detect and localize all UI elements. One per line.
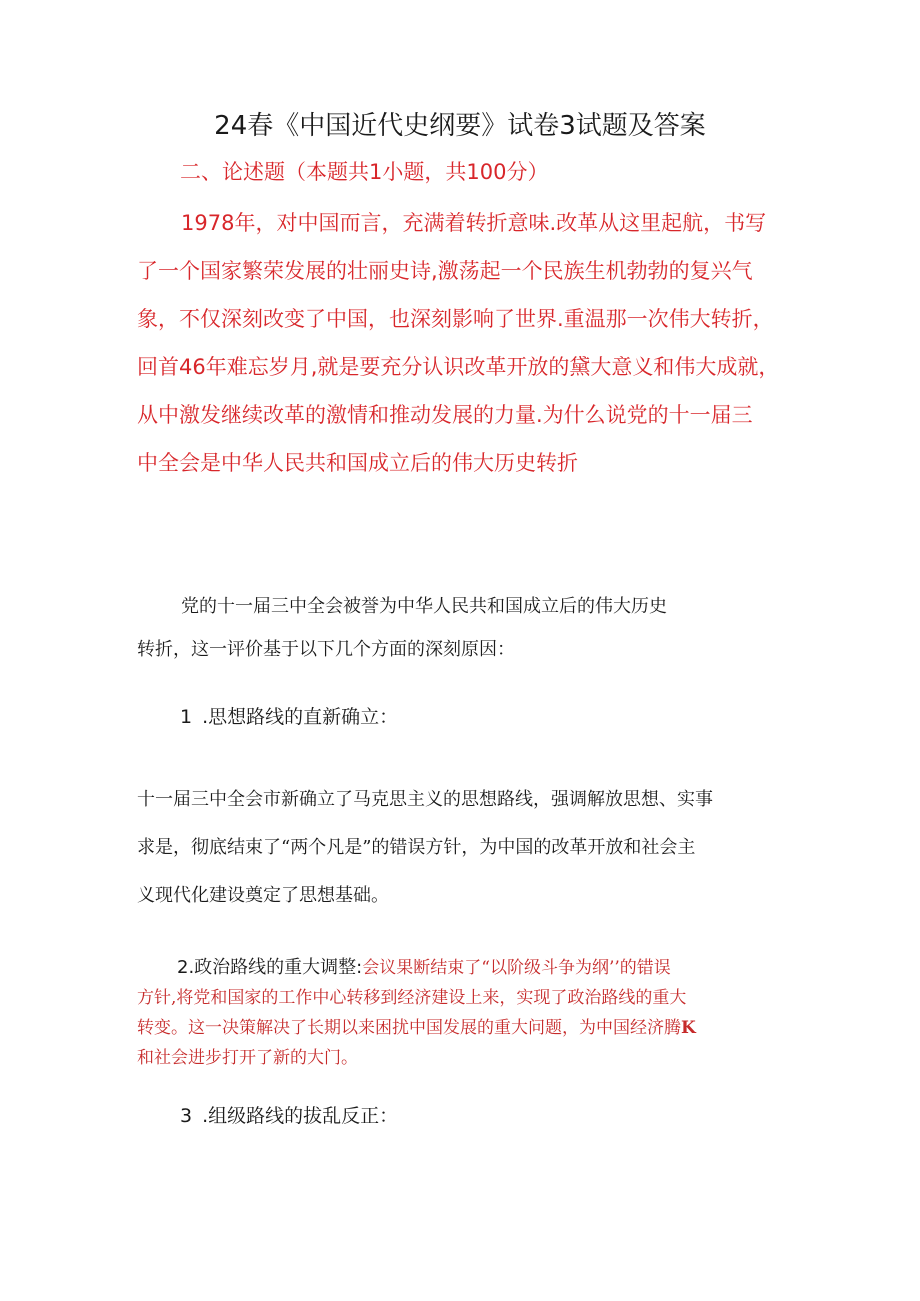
answer-intro xyxy=(137,590,797,676)
item3-heading xyxy=(180,1101,398,1131)
item1-number: 1 xyxy=(180,706,193,728)
paragraph-line: 方针,将党和国家的工作中心转移到经济建设上来，实现了政治路线的重大 xyxy=(137,988,687,1008)
item2-heading: 2.政治路线的重大调整: xyxy=(177,957,363,978)
paragraph-line xyxy=(137,1013,797,1043)
question-line: 象，不仅深刻改变了中国，也深刻影响了世界.重温那一次伟大转折， xyxy=(137,307,774,331)
item2-line3-text: 转变。这一决策解决了长期以来困扰中国发展的重大问题，为中国经济腾 xyxy=(137,1018,681,1038)
question-line: 中全会是中华人民共和国成立后的伟大历史转折 xyxy=(137,451,578,475)
paragraph-line: 十一届三中全会市新确立了马克思主义的思想路线，强调解放思想、实事 xyxy=(137,789,713,810)
question-text xyxy=(137,203,797,491)
paragraph-line: 求是，彻底结束了“两个凡是”的错误方针，为中国的改革开放和社会主 xyxy=(137,837,696,858)
item1-paragraph xyxy=(137,785,797,929)
item3-title: .组级路线的拔乱反正： xyxy=(202,1105,399,1127)
question-line: 从中激发继续改革的激情和推动发展的力量.为什么说党的十一届三 xyxy=(137,403,753,427)
intro-line: 党的十一届三中全会被誉为中华人民共和国成立后的伟大历史 xyxy=(181,596,667,617)
item2-line1-text: 会议果断结束了“以阶级斗争为纲’’的错误 xyxy=(362,958,671,978)
page-title: 24春《中国近代史纲要》试卷3试题及答案 xyxy=(214,111,706,141)
question-line: 1978年，对中国而言，充满着转折意味.改革从这里起航，书写 xyxy=(181,211,767,235)
question-line: 了一个国家繁荣发展的壮丽史诗,激荡起一个民族生机勃勃的复兴气 xyxy=(137,259,753,283)
paragraph-line: 义现代化建设奠定了思想基础。 xyxy=(137,885,389,906)
item3-number: 3 xyxy=(180,1105,193,1127)
item1-heading xyxy=(180,702,398,732)
paragraph-line: 和社会进步打开了新的大门。 xyxy=(137,1048,358,1068)
question-line: 回首46年难忘岁月,就是要充分认识改革开放的黛大意义和伟大成就， xyxy=(137,355,780,379)
item2-line3-end: K xyxy=(681,1018,696,1038)
paragraph-line xyxy=(137,953,797,983)
section-heading: 二、论述题（本题共1小题，共100分） xyxy=(180,160,549,184)
item2-paragraph xyxy=(137,953,797,1073)
item1-title: .思想路线的直新确立： xyxy=(202,706,399,728)
intro-line: 转折，这一评价基于以下几个方面的深刻原因： xyxy=(137,639,515,660)
